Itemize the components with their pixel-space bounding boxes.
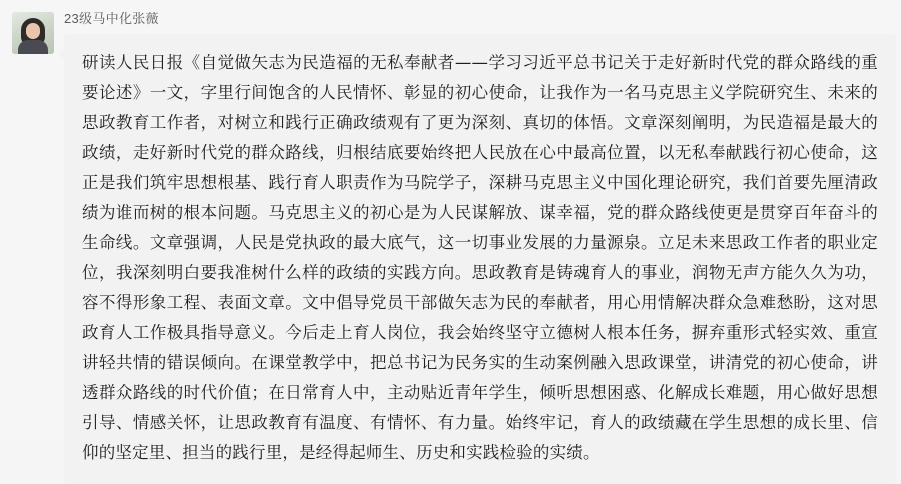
message-author[interactable]: 23级马中化张薇: [64, 11, 159, 26]
message-bubble: [64, 34, 896, 484]
avatar-face-shape: [26, 23, 40, 39]
message-text: 研读人民日报《自觉做矢志为民造福的无私奉献者——学习习近平总书记关于走好新时代党的群众路线的重要论述》一文，字里行间饱含的人民情怀、彰显的初心使命，让我作为一名马克思主义学院研究生、未来的思政教育工作者，对树立和践行正确政绩观有了更为深刻、真切的体悟。文章深刻阐明，为民造福是最大的政绩，走好新时代党的群众路线，归根结底要始终把人民放在心中最高位置，以无私奉献践行初心使命，这正是我们筑牢思想根基、践行育人职责作为马院学子，深耕马克思主义中国化理论研究，我们首要先厘清政绩为谁而树的根本问题。马克思主义的初心是为人民谋解放、谋幸福，党的群众路线使更是贯穿百年奋斗的生命线。文章强调，人民是党执政的最大底气，这一切事业发展的力量源泉。立足未来思政工作者的职业定位，我深刻明白要我准树什么样的政绩的实践方向。思政教育是铸魂育人的事业，润物无声方能久久为功，容不得形象工程、表面文章。文中倡导党员干部做矢志为民的奉献者，用心用情解决群众急难愁盼，这对思政育人工作极具指导意义。今后走上育人岗位，我会始终坚守立德树人根本任务，摒弃重形式轻实效、重宣讲轻共情的错误倾向。在课堂教学中，把总书记为民务实的生动案例融入思政课堂，讲清党的初心使命，讲透群众路线的时代价值；在日常育人中，主动贴近青年学生，倾听思想困惑、化解成长难题，用心做好思想引导、情感关怀，让思政教育有温度、有情怀、有力量。始终牢记，育人的政绩藏在学生思想的成长里、信仰的坚定里、担当的践行里，是经得起师生、历史和实践检验的实绩。: [82, 53, 878, 462]
avatar[interactable]: [12, 12, 54, 54]
message-body: [64, 10, 889, 484]
avatar-body-shape: [18, 40, 48, 54]
